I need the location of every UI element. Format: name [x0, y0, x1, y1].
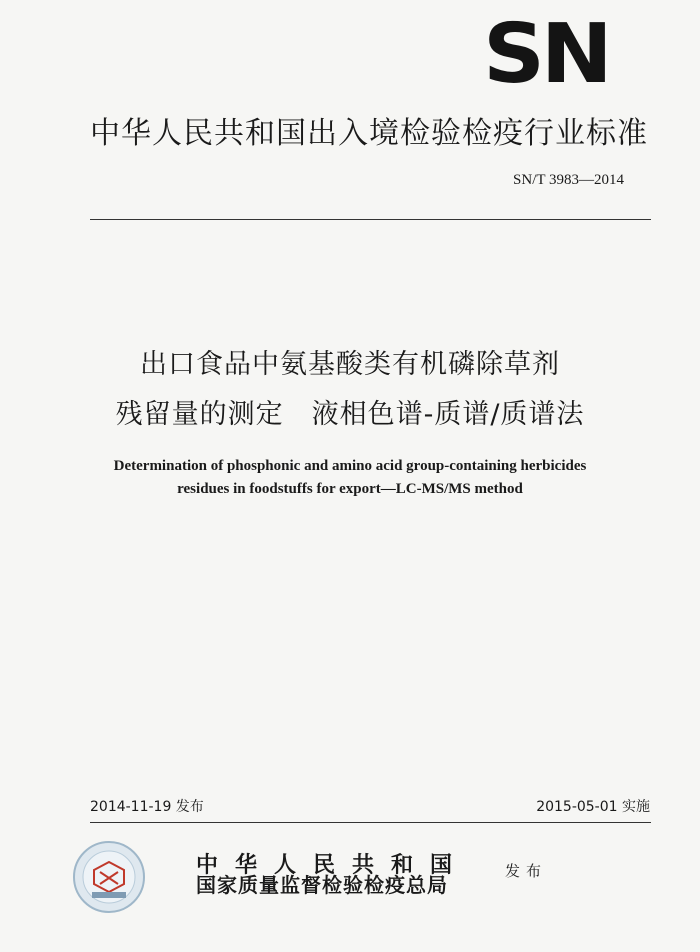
standard-number: SN/T 3983—2014: [513, 172, 624, 188]
issue-date: 2014-11-19 发布: [90, 799, 204, 815]
issuer-line1: 中华人民共和国: [196, 852, 470, 878]
certification-seal-icon: [72, 840, 146, 914]
implementation-date: 2015-05-01 实施: [536, 799, 650, 815]
bottom-divider: [90, 822, 651, 823]
title-english-line1: Determination of phosphonic and amino acid group-containing herbicides: [113, 458, 587, 474]
issuer-line2: 国家质量监督检验检疫总局: [196, 873, 448, 897]
top-divider: [90, 219, 651, 220]
title-chinese-line2: 残留量的测定 液相色谱-质谱/质谱法: [115, 399, 585, 430]
publish-label: 发布: [505, 862, 548, 880]
title-english-line2: residues in foodstuffs for export—LC-MS/MS method: [177, 481, 523, 497]
title-chinese-line1: 出口食品中氨基酸类有机磷除草剂: [140, 349, 560, 380]
sn-logo: SN: [483, 7, 609, 102]
organization-title: 中华人民共和国出入境检验检疫行业标准: [90, 116, 648, 151]
